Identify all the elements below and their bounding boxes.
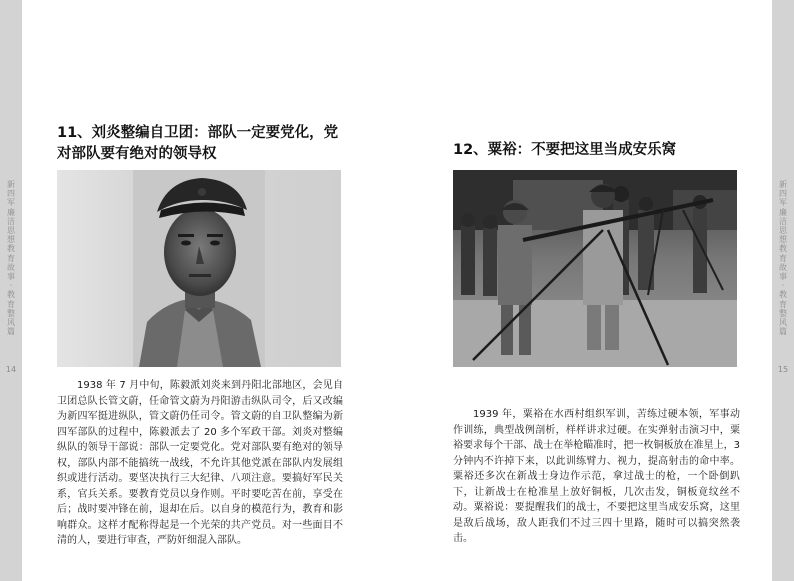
spine-char: 新	[7, 180, 15, 189]
spine-char: 风	[779, 318, 787, 328]
spine-char: 教	[7, 290, 15, 300]
spine-char: 洁	[7, 216, 15, 226]
portrait-photo-liu-yan	[57, 170, 341, 367]
spine-char: 想	[7, 235, 15, 245]
spine-char: 四	[7, 189, 15, 199]
spine-char: 教	[779, 290, 787, 300]
spine-char: 思	[7, 226, 15, 236]
spine-char: 廉	[7, 207, 15, 217]
left-story-body	[57, 378, 343, 549]
spine-char: 教	[779, 244, 787, 254]
spine-char: 风	[7, 318, 15, 328]
spine-char: 军	[779, 198, 787, 208]
spine-char: 育	[7, 299, 15, 309]
spine-char: 事	[7, 272, 15, 282]
training-scene-illustration	[453, 170, 737, 367]
spine-char: 四	[779, 189, 787, 199]
spine-char: 教	[7, 244, 15, 254]
spine-char: 故	[779, 262, 787, 272]
spine-char: 事	[779, 272, 787, 282]
spine-char: 育	[779, 253, 787, 263]
right-story-body	[453, 407, 740, 547]
right-page-number: 15	[777, 365, 789, 374]
spine-char: ·	[781, 281, 785, 291]
spine-char: 篇	[779, 327, 787, 337]
spine-char: 整	[779, 308, 787, 318]
spine-char: 育	[7, 253, 15, 263]
portrait-illustration	[57, 170, 341, 367]
spine-char: ·	[9, 281, 13, 291]
right-story-title: 12、粟裕：不要把这里当成安乐窝	[453, 142, 677, 158]
spine-char: 育	[779, 299, 787, 309]
spine-char: 篇	[7, 327, 15, 337]
left-spine-series-title	[0, 180, 22, 336]
spine-char: 思	[779, 226, 787, 236]
spine-char: 军	[7, 198, 15, 208]
spine-char: 想	[779, 235, 787, 245]
spine-char: 故	[7, 262, 15, 272]
spine-char: 新	[779, 180, 787, 189]
left-page-number: 14	[5, 365, 17, 374]
spine-char: 整	[7, 308, 15, 318]
right-story-paragraph: 1939 年，粟裕在水西村组织军训，苦练过硬本领，军事动作训练，典型战例剖析，样样讲求过硬。在实弹射击演习中，粟裕要求每个干部、战士在举枪瞄准时，把一枚铜板放在准星上，3 分钟内不许掉下来，以此训练臂力、视力，提高射击的命中率。粟裕还多次在新战士身边作示范，拿过战士的枪，一个卧倒趴下，让新战士在枪准星上放好铜板，几次击发，铜板竟纹丝不动。粟裕说：要提醒我们的战士，不要把这里当成安乐窝，这里是敌后战场，敌人距我们不过三四十里路，随时可以搞突然袭击。	[453, 409, 740, 544]
spine-char: 廉	[779, 207, 787, 217]
training-photo-soldiers	[453, 170, 737, 367]
right-spine-series-title	[772, 180, 794, 336]
spine-char: 洁	[779, 216, 787, 226]
left-story-title: 11、刘炎整编自卫团：部队一定要党化，党对部队要有绝对的领导权	[57, 125, 339, 162]
left-story-paragraph: 1938 年 7 月中旬，陈毅派刘炎来到丹阳北部地区，会见自卫团总队长管文蔚，任命管文蔚为丹阳游击纵队司令，后又改编为新四军挺进纵队，管文蔚仍任司令。管文蔚的自卫队整编为新四军部队的过程中，陈毅派去了 20 多个军政干部。刘炎对整编纵队的领导干部说：部队一定要党化。党对部队要有绝对的领导权，部队内部不能搞统一战线，不允许其他党派在部队内发展组织或进行活动。要坚决执行三大纪律、八项注意。要搞好军民关系，官兵关系。要教育党员以身作则。平时要吃苦在前，享受在后；战时要冲锋在前，退却在后。以自身的模范行为，教育和影响群众。这样才配称得起是一个光荣的共产党员。对一些面目不清的人，要进行审查，严防奸细混入部队。	[57, 380, 343, 546]
